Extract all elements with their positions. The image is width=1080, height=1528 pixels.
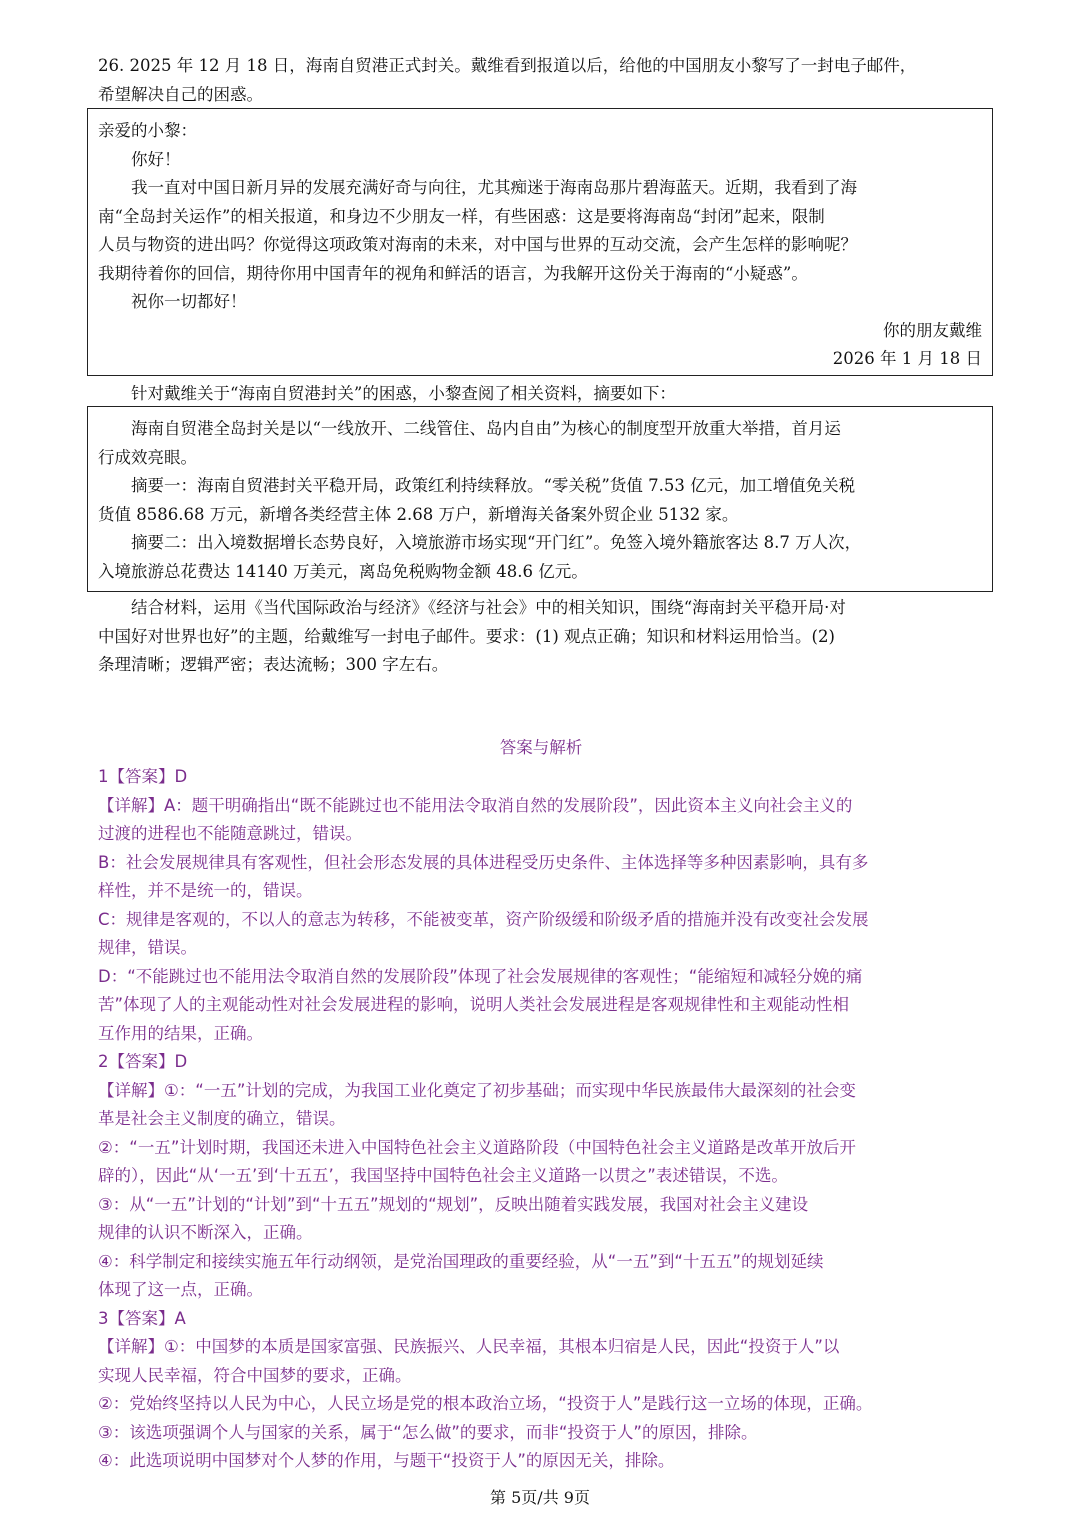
task-line: 中国好对世界也好”的主题，给戴维写一封电子邮件。要求：(1) 观点正确；知识和材料运用恰当。(2) — [98, 626, 835, 646]
summary-line: 摘要二：出入境数据增长态势良好，入境旅游市场实现“开门红”。免签入境外籍旅客达 8.7 万人次， — [131, 533, 862, 552]
answer-line: ④：科学制定和接续实施五年行动纲领，是党治国理政的重要经验，从“一五”到“十五五”的规划延续 — [98, 1251, 824, 1271]
answer-line: ②：党始终坚持以人民为中心，人民立场是党的根本政治立场，“投资于人”是践行这一立场的体现，正确。 — [98, 1394, 873, 1413]
letter-body-line: 我一直对中国日新月异的发展充满好奇与向往，尤其痴迷于海南岛那片碧海蓝天。近期，我看到了海 — [131, 178, 857, 197]
letter-greeting: 亲爱的小黎： — [98, 121, 197, 140]
research-line: 针对戴维关于“海南自贸港封关”的困惑，小黎查阅了相关资料，摘要如下： — [131, 384, 676, 403]
answer-line: ③：该选项强调个人与国家的关系，属于“怎么做”的要求，而非“投资于人”的原因，排除。 — [98, 1422, 758, 1442]
summary-line: 摘要一：海南自贸港封关平稳开局，政策红利持续释放。“零关税”货值 7.53 亿元，加工增值免关税 — [131, 476, 856, 495]
summary-box — [87, 406, 993, 592]
answer-line: 实现人民幸福，符合中国梦的要求，正确。 — [98, 1365, 412, 1385]
answer-line: ④：此选项说明中国梦对个人梦的作用，与题干“投资于人”的原因无关，排除。 — [98, 1451, 675, 1470]
answer-line: ②：“一五”计划时期，我国还未进入中国特色社会主义道路阶段（中国特色社会主义道路是改革开放后开 — [98, 1137, 856, 1157]
letter-body-line: 我期待着你的回信，期待你用中国青年的视角和鲜活的语言，为我解开这份关于海南的“小疑惑”。 — [98, 263, 808, 283]
answers-body — [98, 763, 984, 1476]
letter-body-line: 南“全岛封关运作”的相关报道，和身边不少朋友一样，有些困惑：这是要将海南岛“封闭”起来，限制 — [98, 206, 825, 226]
task-line: 条理清晰；逻辑严密；表达流畅；300 字左右。 — [98, 655, 449, 674]
letter-box — [87, 108, 993, 376]
answers-heading: 答案与解析 — [499, 738, 583, 757]
summary-line: 货值 8586.68 万元，新增各类经营主体 2.68 万户，新增海关备案外贸企业 5132 家。 — [98, 504, 739, 524]
answer-line: 2【答案】D — [98, 1052, 188, 1071]
answer-line: 苦”体现了人的主观能动性对社会发展进程的影响，说明人类社会发展进程是客观规律性和主观能动性相 — [98, 995, 850, 1014]
letter-hello: 你好！ — [131, 149, 181, 169]
answer-line: 【详解】①：“一五”计划的完成，为我国工业化奠定了初步基础；而实现中华民族最伟大最深刻的社会变 — [98, 1080, 856, 1100]
answer-line: 【详解】A：题干明确指出“既不能跳过也不能用法令取消自然的发展阶段”，因此资本主义向社会主义的 — [98, 795, 853, 815]
page-footer: 第 5页/共 9页 — [490, 1488, 590, 1507]
answer-line: 3【答案】A — [98, 1308, 186, 1328]
question-intro — [98, 52, 984, 109]
answer-line: 过渡的进程也不能随意跳过，错误。 — [98, 824, 362, 843]
answer-line: 样性，并不是统一的，错误。 — [98, 881, 313, 900]
answer-line: D：“不能跳过也不能用法令取消自然的发展阶段”体现了社会发展规律的客观性；“能缩短和减轻分娩的痛 — [98, 966, 863, 986]
answer-line: 【详解】①：中国梦的本质是国家富强、民族振兴、人民幸福，其根本归宿是人民，因此“投资于人”以 — [98, 1337, 840, 1356]
intro-line: 26. 2025 年 12 月 18 日，海南自贸港正式封关。戴维看到报道以后，给他的中国朋友小黎写了一封电子邮件， — [98, 56, 917, 75]
summary-line: 行成效亮眼。 — [98, 447, 197, 467]
letter-wish: 祝你一切都好！ — [131, 292, 247, 311]
answer-line: ③：从“一五”计划的“计划”到“十五五”规划的“规划”，反映出随着实践发展，我国对社会主义建设 — [98, 1194, 809, 1214]
answer-line: 辟的），因此“从‘一五’到‘十五五’，我国坚持中国特色社会主义道路一以贯之”表述错误，不选。 — [98, 1166, 788, 1185]
answer-line: B：社会发展规律具有客观性，但社会形态发展的具体进程受历史条件、主体选择等多种因素影响，具有多 — [98, 852, 869, 872]
letter-signature: 你的朋友戴维 — [883, 320, 982, 340]
answer-line: 规律，错误。 — [98, 938, 197, 957]
task-text — [98, 594, 984, 680]
answer-line: 互作用的结果，正确。 — [98, 1023, 263, 1043]
letter-body-line: 人员与物资的进出吗？你觉得这项政策对海南的未来，对中国与世界的互动交流，会产生怎样的影响呢？ — [98, 235, 857, 254]
answer-line: 规律的认识不断深入，正确。 — [98, 1223, 313, 1242]
summary-line: 海南自贸港全岛封关是以“一线放开、二线管住、岛内自由”为核心的制度型开放重大举措，首月运 — [131, 419, 841, 438]
task-line: 结合材料，运用《当代国际政治与经济》《经济与社会》中的相关知识，围绕“海南封关平稳开局·对 — [131, 598, 846, 617]
answer-line: 体现了这一点，正确。 — [98, 1280, 263, 1299]
answer-line: 革是社会主义制度的确立，错误。 — [98, 1109, 346, 1128]
summary-line: 入境旅游总花费达 14140 万美元，离岛免税购物金额 48.6 亿元。 — [98, 561, 588, 581]
answer-line: 1【答案】D — [98, 767, 188, 786]
letter-date: 2026 年 1 月 18 日 — [832, 349, 982, 368]
intro-line: 希望解决自己的困惑。 — [98, 84, 263, 104]
answer-line: C：规律是客观的，不以人的意志为转移，不能被变革，资产阶级缓和阶级矛盾的措施并没有改变社会发展 — [98, 909, 869, 929]
